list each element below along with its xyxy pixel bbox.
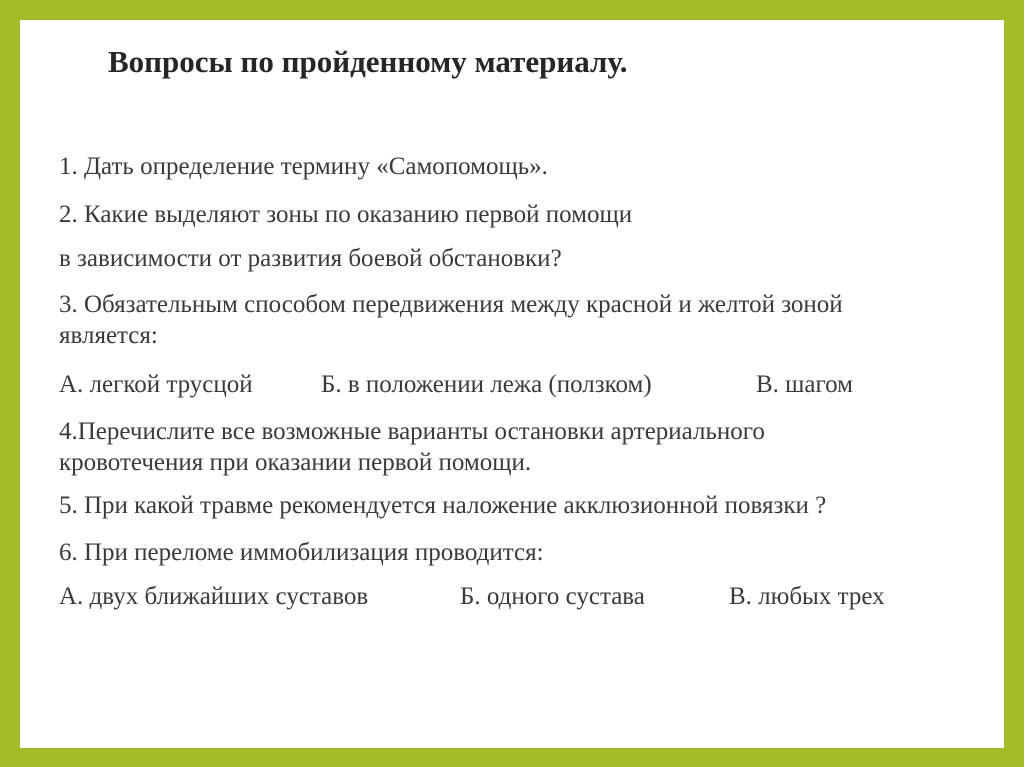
question-3-line-1: 3. Обязательным способом передвижения между красной и желтой зоной <box>59 291 843 318</box>
question-3-option-c: В. шагом <box>756 371 853 398</box>
question-4-line-2: кровотечения при оказании первой помощи. <box>59 449 532 476</box>
question-6-option-c: В. любых трех <box>729 583 885 610</box>
question-4-line-1: 4.Перечислите все возможные варианты остановки артериального <box>59 418 765 445</box>
question-2-line-2: в зависимости от развития боевой обстановки? <box>59 245 562 272</box>
question-3-option-b: Б. в положении лежа (ползком) <box>321 371 652 398</box>
question-1: 1. Дать определение термину «Самопомощь». <box>59 153 548 180</box>
question-3-option-a: А. легкой трусцой <box>59 371 253 398</box>
slide-title: Вопросы по пройденному материалу. <box>108 44 628 79</box>
question-6-option-a: А. двух ближайших суставов <box>59 583 369 610</box>
slide-content <box>20 20 1004 748</box>
question-6: 6. При переломе иммобилизация проводится: <box>59 539 544 566</box>
question-5: 5. При какой травме рекомендуется наложение акклюзионной повязки ? <box>59 492 827 519</box>
question-6-option-b: Б. одного сустава <box>460 583 645 610</box>
question-3-line-2: является: <box>59 322 158 349</box>
question-2-line-1: 2. Какие выделяют зоны по оказанию первой помощи <box>59 201 633 228</box>
